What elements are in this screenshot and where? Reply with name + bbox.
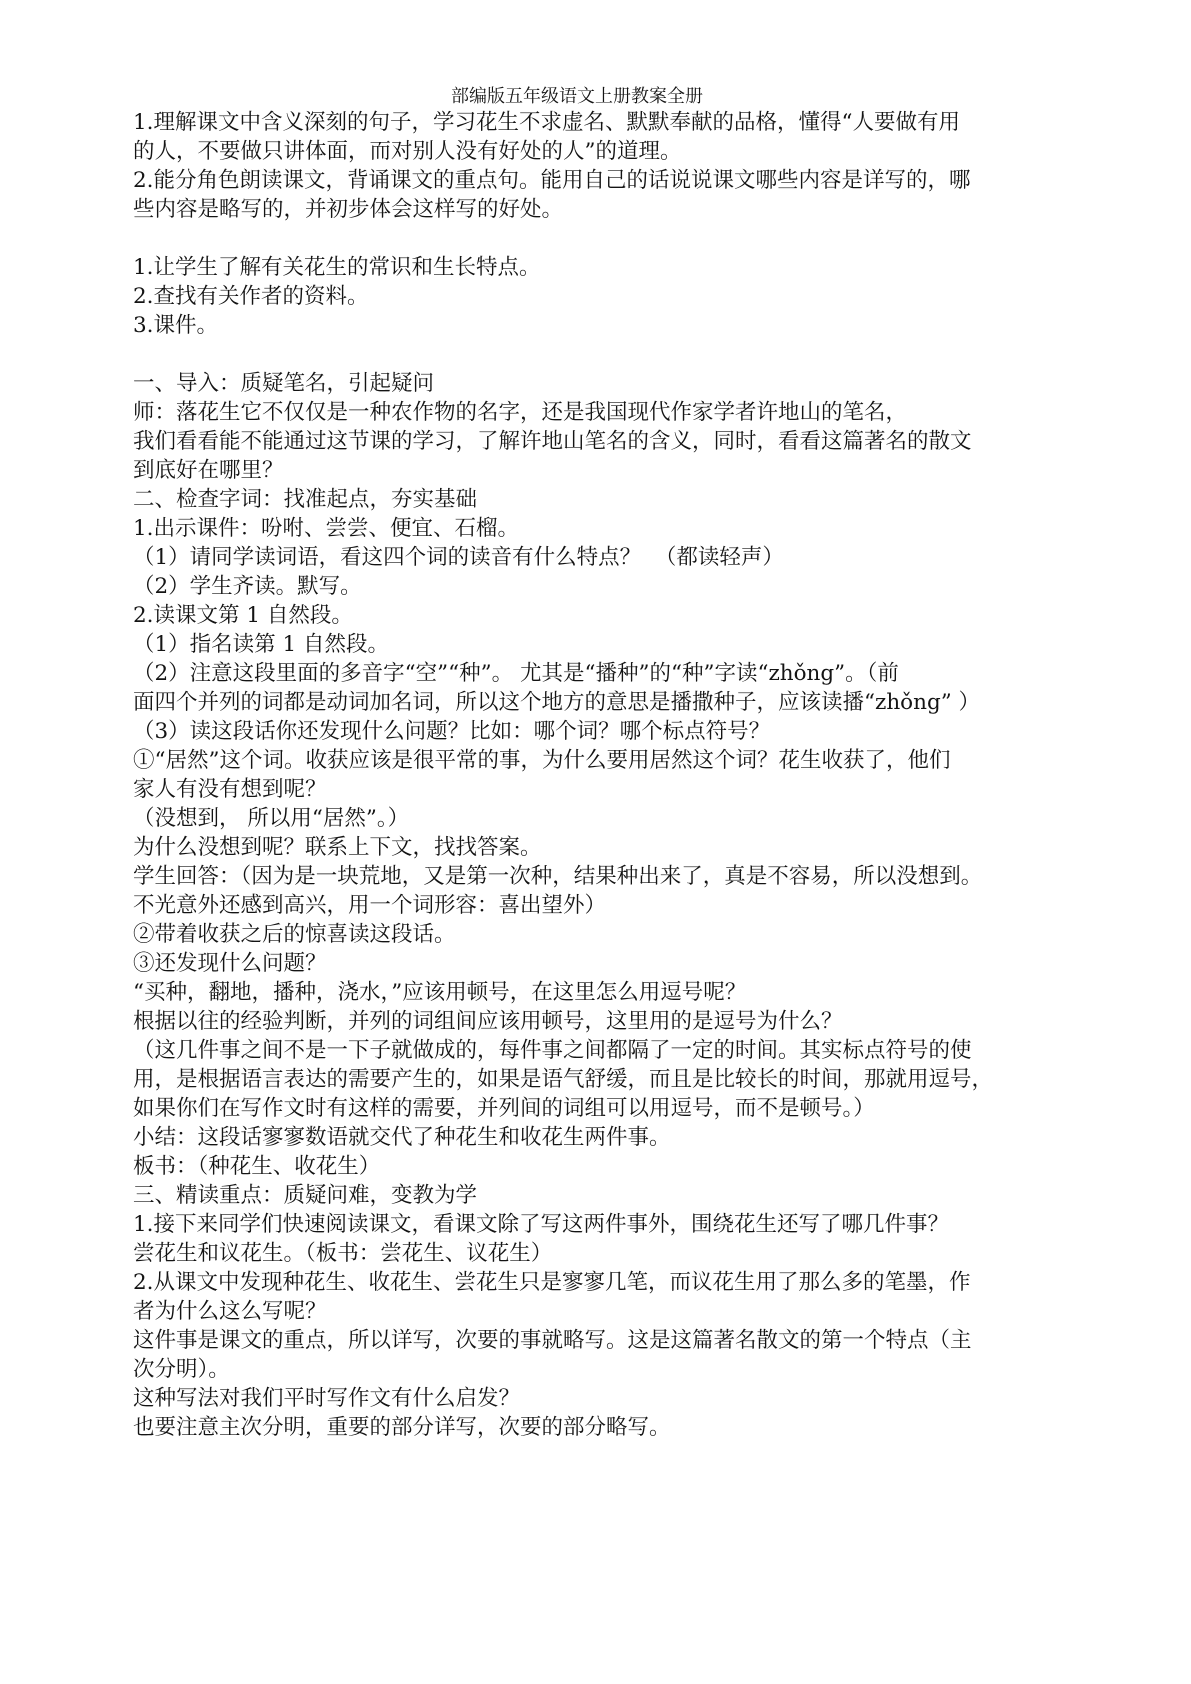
process-line: 这件事是课文的重点，所以详写，次要的事就略写。这是这篇著名散文的第一个特点（主 <box>133 1328 972 1353</box>
objective-line: 1.理解课文中含义深刻的句子，学习花生不求虚名、默默奉献的品格，懂得“人要做有用 <box>133 110 961 135</box>
process-line: 2.从课文中发现种花生、收花生、尝花生只是寥寥几笔，而议花生用了那么多的笔墨，作 <box>133 1270 971 1295</box>
section-heading: 二、检查字词：找准起点，夯实基础 <box>133 487 478 512</box>
process-line: （1）请同学读词语，看这四个词的读音有什么特点？ （都读轻声） <box>133 545 784 570</box>
preparation-line: 3.课件。 <box>133 313 219 338</box>
process-line: （1）指名读第 1 自然段。 <box>133 632 390 657</box>
objective-line: 2.能分角色朗读课文，背诵课文的重点句。能用自己的话说说课文哪些内容是详写的，哪 <box>133 168 971 193</box>
process-line: （没想到， 所以用“居然”。） <box>133 806 410 831</box>
process-line: （这几件事之间不是一下子就做成的，每件事之间都隔了一定的时间。其实标点符号的使 <box>133 1038 972 1063</box>
process-line: 师：落花生它不仅仅是一种农作物的名字，还是我国现代作家学者许地山的笔名， <box>133 400 908 425</box>
process-line: 面四个并列的词都是动词加名词，所以这个地方的意思是播撒种子，应该读播“zhǒng” ） <box>133 690 981 715</box>
process-line: 学生回答：（因为是一块荒地，又是第一次种，结果种出来了，真是不容易，所以没想到。 <box>133 864 983 889</box>
process-line: 家人有没有想到呢？ <box>133 777 327 802</box>
blackboard-line: 板书：（种花生、收花生） <box>133 1154 381 1179</box>
process-line: 者为什么这么写呢？ <box>133 1299 327 1324</box>
process-line: 如果你们在写作文时有这样的需要，并列间的词组可以用逗号，而不是顿号。） <box>133 1096 875 1121</box>
objectives-section <box>133 108 1063 224</box>
page-header-title: 部编版五年级语文上册教案全册 <box>451 86 703 107</box>
preparation-line: 2.查找有关作者的资料。 <box>133 284 369 309</box>
process-line: （2）注意这段里面的多音字“空”“种”。 尤其是“播种”的“种”字读“zhǒng”。（前 <box>133 661 899 686</box>
process-line: 为什么没想到呢？联系上下文，找找答案。 <box>133 835 542 860</box>
preparation-section <box>133 253 1063 340</box>
teaching-process-section <box>133 369 1063 1442</box>
objective-line: 些内容是略写的，并初步体会这样写的好处。 <box>133 197 564 222</box>
summary-line: 小结：这段话寥寥数语就交代了种花生和收花生两件事。 <box>133 1125 671 1150</box>
blank-line <box>133 340 1063 369</box>
process-line: （2）学生齐读。默写。 <box>133 574 362 599</box>
process-line: 尝花生和议花生。（板书：尝花生、议花生） <box>133 1241 553 1266</box>
process-line: ①“居然”这个词。收获应该是很平常的事，为什么要用居然这个词？花生收获了，他们 <box>133 748 951 773</box>
process-line: 我们看看能不能通过这节课的学习，了解许地山笔名的含义，同时，看看这篇著名的散文 <box>133 429 972 454</box>
process-line: （3）读这段话你还发现什么问题？比如：哪个词？哪个标点符号？ <box>133 719 771 744</box>
document-body <box>133 108 1063 1442</box>
preparation-line: 1.让学生了解有关花生的常识和生长特点。 <box>133 255 541 280</box>
process-line: 这种写法对我们平时写作文有什么启发？ <box>133 1386 521 1411</box>
process-line: 到底好在哪里？ <box>133 458 284 483</box>
process-line: “买种，翻地，播种，浇水，”应该用顿号，在这里怎么用逗号呢？ <box>133 980 747 1005</box>
process-line: 不光意外还感到高兴，用一个词形容：喜出望外） <box>133 893 607 918</box>
process-line: 次分明）。 <box>133 1357 230 1382</box>
process-line: 2.读课文第 1 自然段。 <box>133 603 353 628</box>
process-line: 1.接下来同学们快速阅读课文，看课文除了写这两件事外，围绕花生还写了哪几件事？ <box>133 1212 950 1237</box>
process-line: 1.出示课件：吩咐、尝尝、便宜、石榴。 <box>133 516 520 541</box>
section-heading: 一、导入：质疑笔名，引起疑问 <box>133 371 435 396</box>
section-heading: 三、精读重点：质疑问难，变教为学 <box>133 1183 478 1208</box>
process-line: 根据以往的经验判断，并列的词组间应该用顿号，这里用的是逗号为什么？ <box>133 1009 843 1034</box>
process-line: ②带着收获之后的惊喜读这段话。 <box>133 922 456 947</box>
blank-line <box>133 224 1063 253</box>
process-line: 用，是根据语言表达的需要产生的，如果是语气舒缓，而且是比较长的时间，那就用逗号， <box>133 1067 994 1092</box>
process-line: ③还发现什么问题？ <box>133 951 327 976</box>
process-line: 也要注意主次分明，重要的部分详写，次要的部分略写。 <box>133 1415 671 1440</box>
objective-line: 的人，不要做只讲体面，而对别人没有好处的人”的道理。 <box>133 139 682 164</box>
